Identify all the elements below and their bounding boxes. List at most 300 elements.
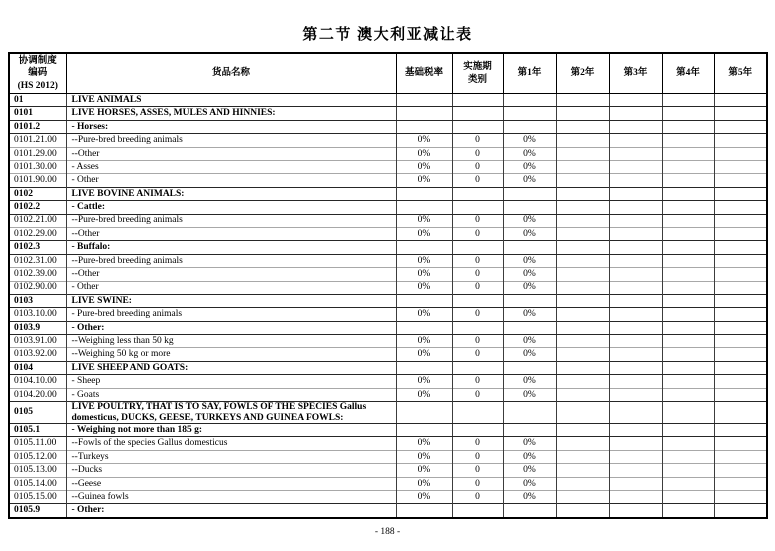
year3-cell (609, 281, 662, 294)
year2-cell (556, 294, 609, 307)
year1-cell: 0% (503, 375, 556, 388)
year1-cell (503, 504, 556, 518)
impl-period-header-line: 实施期 (463, 62, 492, 73)
year3-cell (609, 308, 662, 321)
product-name-cell: --Pure-bred breeding animals (66, 214, 396, 227)
product-name-cell: - Cattle: (66, 201, 396, 214)
category-cell: 0 (452, 464, 503, 477)
year4-cell (662, 321, 714, 334)
base-rate-cell (396, 504, 452, 518)
page-number: - 188 - (374, 527, 401, 537)
base-rate-cell: 0% (396, 308, 452, 321)
hs-code-cell: 0105.9 (9, 504, 66, 518)
table-row (9, 201, 767, 214)
category-cell: 0 (452, 134, 503, 147)
year3-cell (609, 227, 662, 240)
year5-cell (714, 375, 767, 388)
year1-cell: 0% (503, 450, 556, 463)
year4-cell (662, 477, 714, 490)
category-cell: 0 (452, 477, 503, 490)
hs-code-cell: 01 (9, 94, 66, 107)
year1-cell (503, 241, 556, 254)
year3-cell (609, 160, 662, 173)
base-rate-cell (396, 241, 452, 254)
base-rate-cell (396, 424, 452, 437)
year1-cell (503, 107, 556, 120)
year5-cell (714, 294, 767, 307)
year1-cell: 0% (503, 477, 556, 490)
year4-cell (662, 241, 714, 254)
year2-cell (556, 160, 609, 173)
year5-cell (714, 437, 767, 450)
category-cell (452, 241, 503, 254)
year2-cell (556, 477, 609, 490)
hs-code-header-line: 编码 (28, 68, 48, 79)
year2-cell (556, 450, 609, 463)
table-row (9, 437, 767, 450)
year1-cell (503, 187, 556, 200)
product-name-cell: --Weighing 50 kg or more (66, 348, 396, 361)
category-cell: 0 (452, 174, 503, 187)
product-name-cell: --Other (66, 227, 396, 240)
year5-cell (714, 187, 767, 200)
hs-code-cell: 0104.20.00 (9, 388, 66, 401)
year5-cell (714, 450, 767, 463)
year4-cell (662, 464, 714, 477)
year1-cell (503, 424, 556, 437)
hs-code-cell: 0101.29.00 (9, 147, 66, 160)
table-row (9, 187, 767, 200)
hs-code-cell: 0103.9 (9, 321, 66, 334)
product-name-cell: - Other: (66, 504, 396, 518)
year2-cell (556, 281, 609, 294)
base-rate-cell: 0% (396, 214, 452, 227)
product-name-cell: LIVE POULTRY, THAT IS TO SAY, FOWLS OF THE SPECIES Gallus domesticus, DUCKS, GEESE, TURKEYS AND GUINEA FOWLS: (66, 402, 396, 424)
product-name-cell: --Pure-bred breeding animals (66, 134, 396, 147)
year2-cell (556, 214, 609, 227)
table-row (9, 477, 767, 490)
year1-cell: 0% (503, 490, 556, 503)
category-cell: 0 (452, 375, 503, 388)
category-cell: 0 (452, 268, 503, 281)
category-cell: 0 (452, 348, 503, 361)
table-row (9, 402, 767, 424)
year4-cell (662, 294, 714, 307)
base-rate-cell (396, 361, 452, 374)
year5-cell (714, 504, 767, 518)
year1-cell: 0% (503, 281, 556, 294)
year4-cell (662, 160, 714, 173)
impl-period-header-line: 类别 (467, 74, 487, 85)
year4-cell (662, 254, 714, 267)
hs-code-cell: 0102.21.00 (9, 214, 66, 227)
product-name-cell: --Ducks (66, 464, 396, 477)
hs-code-cell: 0105.14.00 (9, 477, 66, 490)
table-row (9, 388, 767, 401)
table-row (9, 361, 767, 374)
base-rate-cell: 0% (396, 464, 452, 477)
product-name-cell: LIVE HORSES, ASSES, MULES AND HINNIES: (66, 107, 396, 120)
hs-code-cell: 0102.29.00 (9, 227, 66, 240)
hs-code-header-line: 协调制度 (18, 56, 57, 66)
base-rate-cell (396, 94, 452, 107)
table-row (9, 321, 767, 334)
category-cell: 0 (452, 437, 503, 450)
year3-cell (609, 241, 662, 254)
base-rate-cell: 0% (396, 227, 452, 240)
col-header-year4: 第4年 (662, 53, 714, 94)
base-rate-cell: 0% (396, 335, 452, 348)
base-rate-cell: 0% (396, 388, 452, 401)
hs-code-cell: 0101.90.00 (9, 174, 66, 187)
year4-cell (662, 147, 714, 160)
year2-cell (556, 402, 609, 424)
table-row (9, 134, 767, 147)
base-rate-cell: 0% (396, 450, 452, 463)
table-row (9, 348, 767, 361)
year1-cell: 0% (503, 160, 556, 173)
col-header-year1: 第1年 (503, 53, 556, 94)
hs-code-cell: 0101.30.00 (9, 160, 66, 173)
year2-cell (556, 388, 609, 401)
product-name-cell: --Pure-bred breeding animals (66, 254, 396, 267)
year3-cell (609, 268, 662, 281)
hs-code-cell: 0105.15.00 (9, 490, 66, 503)
year3-cell (609, 147, 662, 160)
year2-cell (556, 348, 609, 361)
hs-code-cell: 0103.92.00 (9, 348, 66, 361)
year5-cell (714, 402, 767, 424)
year4-cell (662, 437, 714, 450)
year2-cell (556, 490, 609, 503)
category-cell: 0 (452, 214, 503, 227)
year4-cell (662, 120, 714, 133)
year2-cell (556, 174, 609, 187)
product-name-cell: LIVE ANIMALS (66, 94, 396, 107)
year2-cell (556, 107, 609, 120)
product-name-cell: --Turkeys (66, 450, 396, 463)
hs-code-cell: 0103.10.00 (9, 308, 66, 321)
col-header-product-name: 货品名称 (66, 53, 396, 94)
year3-cell (609, 174, 662, 187)
category-cell (452, 402, 503, 424)
table-row (9, 490, 767, 503)
table-row (9, 464, 767, 477)
year4-cell (662, 504, 714, 518)
year2-cell (556, 120, 609, 133)
year2-cell (556, 308, 609, 321)
base-rate-cell: 0% (396, 134, 452, 147)
category-cell: 0 (452, 160, 503, 173)
year3-cell (609, 134, 662, 147)
table-row (9, 281, 767, 294)
year5-cell (714, 120, 767, 133)
year3-cell (609, 490, 662, 503)
year3-cell (609, 388, 662, 401)
year5-cell (714, 424, 767, 437)
year2-cell (556, 424, 609, 437)
product-name-cell: - Buffalo: (66, 241, 396, 254)
table-row (9, 160, 767, 173)
concession-table (8, 52, 768, 519)
base-rate-cell: 0% (396, 490, 452, 503)
year2-cell (556, 504, 609, 518)
base-rate-cell (396, 294, 452, 307)
table-row (9, 94, 767, 107)
year5-cell (714, 94, 767, 107)
year2-cell (556, 437, 609, 450)
table-row (9, 214, 767, 227)
category-cell: 0 (452, 254, 503, 267)
year2-cell (556, 268, 609, 281)
year3-cell (609, 348, 662, 361)
product-name-cell: LIVE SHEEP AND GOATS: (66, 361, 396, 374)
table-header (9, 53, 767, 94)
year3-cell (609, 120, 662, 133)
year3-cell (609, 254, 662, 267)
year5-cell (714, 174, 767, 187)
base-rate-cell: 0% (396, 437, 452, 450)
year2-cell (556, 321, 609, 334)
hs-code-cell: 0105.13.00 (9, 464, 66, 477)
year5-cell (714, 477, 767, 490)
year5-cell (714, 308, 767, 321)
category-cell (452, 361, 503, 374)
category-cell: 0 (452, 490, 503, 503)
hs-code-cell: 0102.3 (9, 241, 66, 254)
base-rate-cell (396, 321, 452, 334)
table-row (9, 107, 767, 120)
table-row (9, 424, 767, 437)
product-name-cell: - Other (66, 174, 396, 187)
year3-cell (609, 504, 662, 518)
year5-cell (714, 464, 767, 477)
base-rate-cell: 0% (396, 375, 452, 388)
year2-cell (556, 227, 609, 240)
year5-cell (714, 321, 767, 334)
base-rate-cell (396, 187, 452, 200)
table-row (9, 375, 767, 388)
category-cell: 0 (452, 308, 503, 321)
product-name-cell: --Other (66, 268, 396, 281)
year4-cell (662, 375, 714, 388)
year5-cell (714, 254, 767, 267)
year1-cell (503, 361, 556, 374)
hs-code-cell: 0102.39.00 (9, 268, 66, 281)
table-row (9, 227, 767, 240)
category-cell (452, 201, 503, 214)
year2-cell (556, 375, 609, 388)
year1-cell: 0% (503, 388, 556, 401)
product-name-cell: --Other (66, 147, 396, 160)
hs-code-cell: 0104 (9, 361, 66, 374)
year1-cell: 0% (503, 147, 556, 160)
year4-cell (662, 402, 714, 424)
year5-cell (714, 214, 767, 227)
product-name-cell: - Other: (66, 321, 396, 334)
base-rate-cell: 0% (396, 147, 452, 160)
hs-code-cell: 0105.12.00 (9, 450, 66, 463)
year4-cell (662, 424, 714, 437)
product-name-cell: - Other (66, 281, 396, 294)
base-rate-cell (396, 107, 452, 120)
year1-cell: 0% (503, 464, 556, 477)
product-name-cell: --Guinea fowls (66, 490, 396, 503)
hs-code-cell: 0105.11.00 (9, 437, 66, 450)
product-name-cell: --Fowls of the species Gallus domesticus (66, 437, 396, 450)
year5-cell (714, 490, 767, 503)
product-name-cell: --Weighing less than 50 kg (66, 335, 396, 348)
year5-cell (714, 268, 767, 281)
year3-cell (609, 294, 662, 307)
year4-cell (662, 187, 714, 200)
year3-cell (609, 335, 662, 348)
col-header-year5: 第5年 (714, 53, 767, 94)
hs-code-cell: 0102 (9, 187, 66, 200)
col-header-year3: 第3年 (609, 53, 662, 94)
category-cell (452, 94, 503, 107)
category-cell: 0 (452, 147, 503, 160)
year1-cell: 0% (503, 254, 556, 267)
hs-code-cell: 0102.2 (9, 201, 66, 214)
table-row (9, 308, 767, 321)
hs-code-cell: 0102.90.00 (9, 281, 66, 294)
year3-cell (609, 375, 662, 388)
table-row (9, 254, 767, 267)
col-header-base-rate: 基础税率 (396, 53, 452, 94)
year5-cell (714, 388, 767, 401)
table-row (9, 504, 767, 518)
year2-cell (556, 361, 609, 374)
category-cell: 0 (452, 281, 503, 294)
hs-code-cell: 0103.91.00 (9, 335, 66, 348)
product-name-cell: - Goats (66, 388, 396, 401)
year1-cell (503, 94, 556, 107)
year4-cell (662, 107, 714, 120)
page-title: 第二节 澳大利亚减让表 (302, 27, 473, 43)
year3-cell (609, 477, 662, 490)
year5-cell (714, 227, 767, 240)
year4-cell (662, 335, 714, 348)
category-cell: 0 (452, 227, 503, 240)
year4-cell (662, 348, 714, 361)
year3-cell (609, 450, 662, 463)
year4-cell (662, 214, 714, 227)
year4-cell (662, 227, 714, 240)
year1-cell (503, 402, 556, 424)
year5-cell (714, 335, 767, 348)
hs-code-cell: 0101.21.00 (9, 134, 66, 147)
year4-cell (662, 134, 714, 147)
year5-cell (714, 201, 767, 214)
category-cell (452, 107, 503, 120)
product-name-cell: --Geese (66, 477, 396, 490)
category-cell (452, 120, 503, 133)
year5-cell (714, 361, 767, 374)
year4-cell (662, 174, 714, 187)
year2-cell (556, 187, 609, 200)
year4-cell (662, 388, 714, 401)
product-name-cell: - Pure-bred breeding animals (66, 308, 396, 321)
base-rate-cell (396, 201, 452, 214)
year3-cell (609, 321, 662, 334)
table-row (9, 268, 767, 281)
base-rate-cell (396, 402, 452, 424)
year2-cell (556, 254, 609, 267)
category-cell (452, 294, 503, 307)
product-name-cell: - Weighing not more than 185 g: (66, 424, 396, 437)
hs-code-header-line: (HS 2012) (17, 80, 58, 91)
category-cell (452, 187, 503, 200)
hs-code-cell: 0101 (9, 107, 66, 120)
year2-cell (556, 335, 609, 348)
product-name-cell: LIVE BOVINE ANIMALS: (66, 187, 396, 200)
year1-cell (503, 294, 556, 307)
year4-cell (662, 281, 714, 294)
table-row (9, 241, 767, 254)
base-rate-cell (396, 120, 452, 133)
year1-cell: 0% (503, 174, 556, 187)
year3-cell (609, 437, 662, 450)
year3-cell (609, 107, 662, 120)
base-rate-cell: 0% (396, 477, 452, 490)
year3-cell (609, 424, 662, 437)
year2-cell (556, 147, 609, 160)
header-row (9, 53, 767, 94)
table-row (9, 147, 767, 160)
table-row (9, 120, 767, 133)
year5-cell (714, 241, 767, 254)
year5-cell (714, 348, 767, 361)
year1-cell: 0% (503, 214, 556, 227)
base-rate-cell: 0% (396, 160, 452, 173)
product-name-cell: - Sheep (66, 375, 396, 388)
table-row (9, 294, 767, 307)
year5-cell (714, 134, 767, 147)
base-rate-cell: 0% (396, 348, 452, 361)
year2-cell (556, 94, 609, 107)
col-header-year2: 第2年 (556, 53, 609, 94)
year2-cell (556, 201, 609, 214)
year3-cell (609, 361, 662, 374)
year4-cell (662, 308, 714, 321)
hs-code-cell: 0105.1 (9, 424, 66, 437)
year4-cell (662, 361, 714, 374)
year1-cell: 0% (503, 134, 556, 147)
category-cell: 0 (452, 388, 503, 401)
year5-cell (714, 107, 767, 120)
year1-cell: 0% (503, 335, 556, 348)
year1-cell: 0% (503, 348, 556, 361)
year4-cell (662, 450, 714, 463)
hs-code-cell: 0104.10.00 (9, 375, 66, 388)
year5-cell (714, 281, 767, 294)
year1-cell: 0% (503, 268, 556, 281)
year5-cell (714, 147, 767, 160)
year1-cell (503, 321, 556, 334)
category-cell (452, 424, 503, 437)
base-rate-cell: 0% (396, 281, 452, 294)
col-header-impl-period (452, 53, 503, 94)
year4-cell (662, 490, 714, 503)
product-name-cell: - Horses: (66, 120, 396, 133)
year2-cell (556, 464, 609, 477)
year3-cell (609, 201, 662, 214)
col-header-hs-code (9, 53, 66, 94)
year4-cell (662, 268, 714, 281)
hs-code-cell: 0103 (9, 294, 66, 307)
category-cell: 0 (452, 450, 503, 463)
